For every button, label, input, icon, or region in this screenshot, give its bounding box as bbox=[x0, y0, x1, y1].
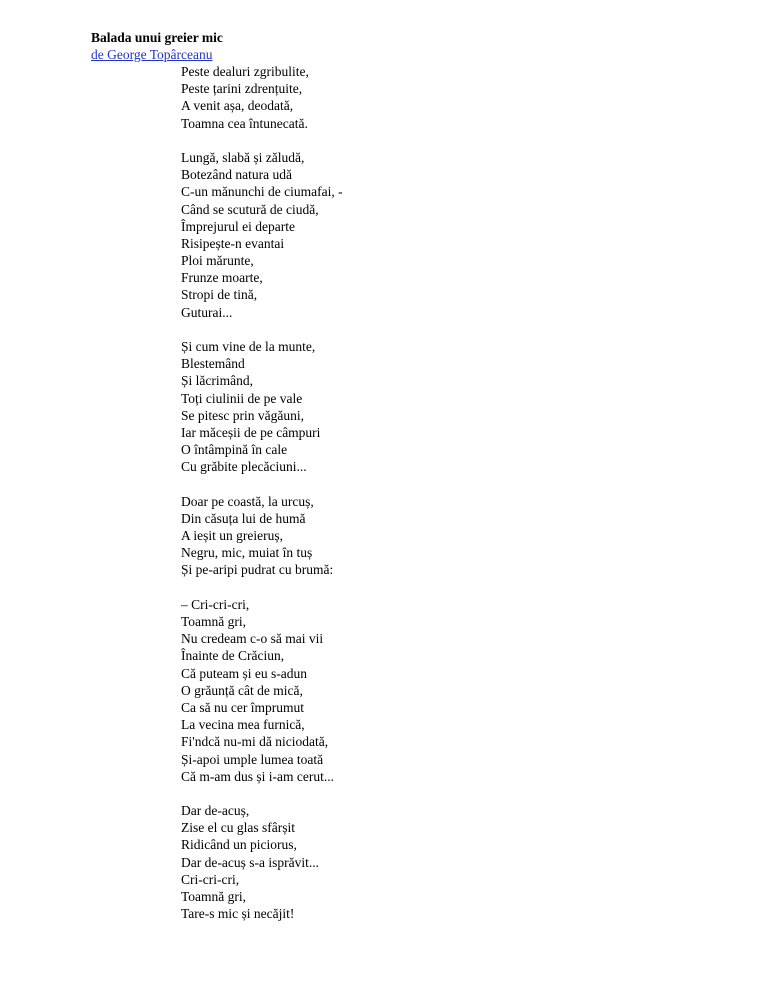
verse-line: Zise el cu glas sfârșit bbox=[181, 820, 295, 836]
verse-line: Împrejurul ei departe bbox=[181, 218, 295, 234]
verse-line: Și lăcrimând, bbox=[181, 373, 253, 389]
verse-line: Frunze moarte, bbox=[181, 270, 263, 286]
verse-line: Din căsuța lui de humă bbox=[181, 510, 306, 526]
verse-line: Și pe-aripi pudrat cu brumă: bbox=[181, 562, 334, 578]
verse-line: A ieșit un greieruș, bbox=[181, 528, 283, 544]
verse-line: Și cum vine de la munte, bbox=[181, 339, 316, 354]
verse-line: Toamna cea întunecată. bbox=[181, 115, 308, 131]
verse-line: Toamnă gri, bbox=[181, 889, 247, 904]
verse-line: Se pitesc prin văgăuni, bbox=[181, 407, 304, 423]
verse-line: A venit așa, deodată, bbox=[181, 98, 294, 114]
author-link[interactable]: de George Topârceanu bbox=[91, 47, 213, 62]
verse-line: C-un mănunchi de ciumafai, - bbox=[181, 184, 343, 200]
verse-line: Dar de-acuș, bbox=[181, 803, 250, 819]
verse-line: – Cri-cri-cri, bbox=[181, 596, 250, 612]
verse-line: O întâmpină în cale bbox=[181, 442, 288, 458]
verse-line: Guturai... bbox=[181, 304, 233, 320]
stanza bbox=[181, 802, 343, 922]
poem-title: Balada unui greier mic bbox=[91, 30, 223, 45]
verse-line: Fi'ndcă nu-mi dă niciodată, bbox=[181, 734, 329, 750]
verse-line: Că m-am dus și i-am cerut... bbox=[181, 768, 334, 784]
verse-line: Nu credeam c-o să mai vii bbox=[181, 631, 324, 647]
verse-line: Cu grăbite plecăciuni... bbox=[181, 459, 307, 475]
verse-line: Blestemând bbox=[181, 356, 245, 372]
stanza bbox=[181, 596, 343, 785]
verse-line: Risipește-n evantai bbox=[181, 235, 285, 251]
verse-line: Peste dealuri zgribulite, bbox=[181, 64, 309, 79]
verse-line: La vecina mea furnică, bbox=[181, 717, 305, 733]
verse-line: Negru, mic, muiat în tuș bbox=[181, 545, 313, 561]
verse-line: Când se scutură de ciudă, bbox=[181, 201, 319, 217]
verse-line: Că puteam și eu s-adun bbox=[181, 665, 307, 681]
stanza bbox=[181, 63, 343, 132]
verse-line: Peste țarini zdrențuite, bbox=[181, 81, 303, 97]
verse-line: Dar de-acuș s-a isprăvit... bbox=[181, 854, 319, 870]
stanza bbox=[181, 338, 343, 476]
verse-line: Toamnă gri, bbox=[181, 614, 247, 629]
verse-line: Înainte de Crăciun, bbox=[181, 648, 285, 664]
verse-line: Doar pe coastă, la urcuș, bbox=[181, 493, 314, 509]
stanza bbox=[181, 493, 343, 579]
verse-line: Ploi mărunte, bbox=[181, 253, 254, 269]
verse-line: Iar măceșii de pe câmpuri bbox=[181, 424, 321, 440]
verse-line: Ca să nu cer împrumut bbox=[181, 699, 304, 715]
verse-line: Cri-cri-cri, bbox=[181, 871, 240, 887]
verse-line: Tare-s mic și necăjit! bbox=[181, 906, 295, 922]
verse-line: Și-apoi umple lumea toată bbox=[181, 751, 324, 767]
verse-line: Botezând natura udă bbox=[181, 167, 292, 183]
verse-line: Ridicând un piciorus, bbox=[181, 837, 297, 853]
verse-line: O grăunță cât de mică, bbox=[181, 682, 303, 698]
poem-body bbox=[181, 63, 343, 940]
stanza bbox=[181, 149, 343, 321]
verse-line: Stropi de tină, bbox=[181, 287, 258, 303]
verse-line: Toți ciulinii de pe vale bbox=[181, 390, 303, 406]
verse-line: Lungă, slabă și zăludă, bbox=[181, 149, 305, 165]
